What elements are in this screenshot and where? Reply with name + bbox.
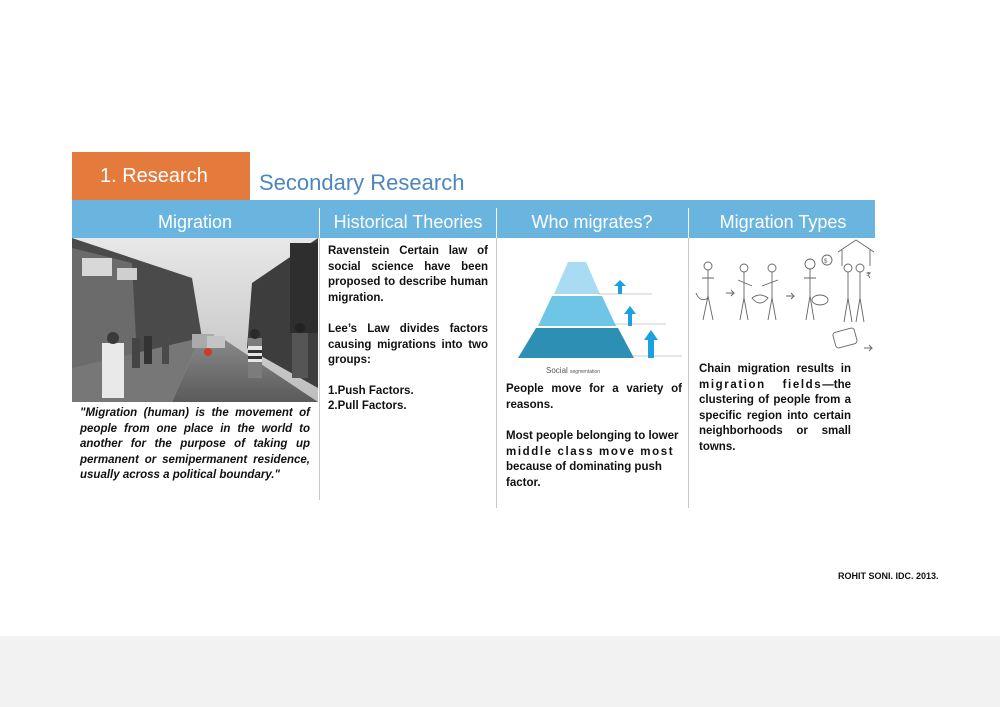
column-divider <box>496 238 497 508</box>
migration-definition-quote: "Migration (human) is the movement of people from one place in the world to another for the purpose of taking up permanent or semipermanent residence, usually across a political boundary." <box>80 407 310 481</box>
lees-law-paragraph: Lee’s Law divides factors causing migrations into two groups: <box>328 323 488 366</box>
column-title-migration-types: Migration Types <box>719 212 847 232</box>
who-migrates-class <box>506 429 682 491</box>
page-title: Secondary Research <box>259 170 465 195</box>
who-migrates-class-line3: because of dominating push factor. <box>506 461 662 489</box>
migration-fields-term: migration fields <box>699 378 823 391</box>
header-divider <box>688 208 689 238</box>
chain-migration-paragraph <box>699 362 851 455</box>
pyramid-caption <box>546 366 600 375</box>
header-divider <box>319 208 320 238</box>
social-pyramid-graphic <box>506 252 682 380</box>
ravenstein-paragraph: Ravenstein Certain law of social science have been proposed to describe human migration. <box>328 245 488 304</box>
pull-factors-item: 2.Pull Factors. <box>328 400 407 412</box>
pyramid-label: Social <box>546 366 568 375</box>
pyramid-sublabel: segmentation <box>570 369 601 375</box>
street-photo <box>72 238 318 402</box>
header-divider <box>496 208 497 238</box>
bottom-band <box>0 636 1000 707</box>
footer-credit: ROHIT SONI. IDC. 2013. <box>838 571 939 581</box>
svg-text:$: $ <box>824 259 828 265</box>
chain-migration-text-a: Chain migration results in <box>699 363 851 375</box>
chain-migration-text-c: —the clustering of people from a specific region into certain neighborhoods or small towns. <box>699 378 851 453</box>
migration-sketch <box>690 238 876 362</box>
column-divider <box>319 238 320 500</box>
column-divider <box>688 238 689 508</box>
who-migrates-class-line2: middle class move most <box>506 445 675 458</box>
column-title-who-migrates: Who migrates? <box>531 212 653 232</box>
who-migrates-class-line1: Most people belonging to lower <box>506 430 679 442</box>
svg-text:₹: ₹ <box>866 271 872 280</box>
column-title-migration: Migration <box>157 212 233 232</box>
push-factors-item: 1.Push Factors. <box>328 385 414 397</box>
column-title-historical-theories: Historical Theories <box>333 212 483 232</box>
who-migrates-reasons: People move for a variety of reasons. <box>506 383 682 411</box>
section-tab: 1. Research <box>72 152 250 200</box>
